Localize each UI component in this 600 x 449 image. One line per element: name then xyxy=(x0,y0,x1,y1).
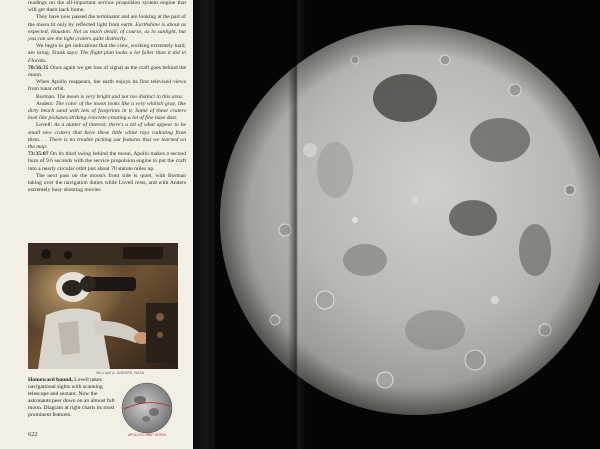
body-text-column xyxy=(28,0,186,194)
body-text-run: Lovell: xyxy=(36,122,55,129)
astronaut-photo-art xyxy=(28,243,178,369)
photo-caption xyxy=(28,377,116,420)
moon-diagram xyxy=(118,378,176,438)
body-text-run: The color of the moon looks like a very whitish gray, like dirty beach sand with lots of footprints in it. Some of these craters look like pickaxes striking concrete creating a lot of fine haze dust. xyxy=(28,100,186,122)
body-text-run: When Apollo reappears, the earth enjoys its first televised views from lunar orbit. xyxy=(28,79,186,93)
body-text-run: Earthshine is about as expected, Houston. Not as much detail, of course, as in sunlight, but you can see the light craters quite distinctly. xyxy=(28,21,186,43)
body-paragraph xyxy=(28,65,186,79)
body-text-run: Once again we get loss of signal as the craft goes behind the moon. xyxy=(28,64,186,79)
caption-text: Lovell takes navigational sights with scanning telescope and sextant. Now the astronauts peer down on an almost full moon. Diagram at right charts its most prominent features. xyxy=(28,377,115,419)
astronaut-photo xyxy=(28,243,178,369)
body-text-run: Anders: xyxy=(36,100,56,107)
body-text-run: We begin to get indications that the crew, working extremely hard, are tiring. Frank says: xyxy=(28,43,186,57)
body-text-run: On its third swing behind the moon, Apollo makes a second burn of 9.6 seconds with the service propulsion engine to put the craft into a nearly circular orbit just about 70 statute miles up. xyxy=(28,151,186,172)
body-paragraph xyxy=(28,14,186,43)
body-text-run: 70:56:35 xyxy=(28,64,49,71)
moon-photo-page xyxy=(215,0,600,449)
left-page xyxy=(0,0,193,449)
page-number: 622 xyxy=(28,431,38,438)
moon-diagram-art xyxy=(118,378,176,438)
body-text-run: Borman. xyxy=(36,93,57,100)
diagram-footer: APOLLO'S ORBIT IN RED xyxy=(128,433,166,437)
body-paragraph xyxy=(28,151,186,173)
body-text-run: readings on the all-important service propulsion system engine that will get them back home. xyxy=(28,0,186,14)
body-text-run: The flight plan looks a lot fuller than it did in Florida. xyxy=(28,50,186,64)
page-gutter xyxy=(193,0,215,449)
center-fold-shadow xyxy=(288,0,306,449)
body-paragraph xyxy=(28,0,186,14)
photo-credit: WILLIAM A. ANDERS, NASA xyxy=(96,371,145,375)
full-moon-photo xyxy=(215,0,600,449)
body-text-run: The next pass on the moon's front side is quiet, with Borman taking over the navigation duties while Lovell rests, and with Anders extremely busy shooting movies xyxy=(28,172,186,194)
body-paragraph xyxy=(28,79,186,93)
body-text-run: The moon is very bright and not too distinct in this area. xyxy=(56,93,184,100)
caption-head: Homeward bound, xyxy=(28,377,73,383)
body-paragraph xyxy=(28,101,186,123)
body-paragraph xyxy=(28,94,186,101)
body-text-run: As a matter of interest, there's a lot of what appear to be small new craters that have these little white rays radiating from them. . . There is no trouble picking out features that we learned on the map. xyxy=(28,122,186,151)
body-paragraph xyxy=(28,173,186,195)
body-text-run: 73:35:07 xyxy=(28,151,49,158)
body-paragraph xyxy=(28,122,186,151)
body-paragraph xyxy=(28,43,186,65)
body-text-run: They have now passed the terminator and are looking at the part of the moon lit only by reflected light from earth. xyxy=(28,14,186,28)
